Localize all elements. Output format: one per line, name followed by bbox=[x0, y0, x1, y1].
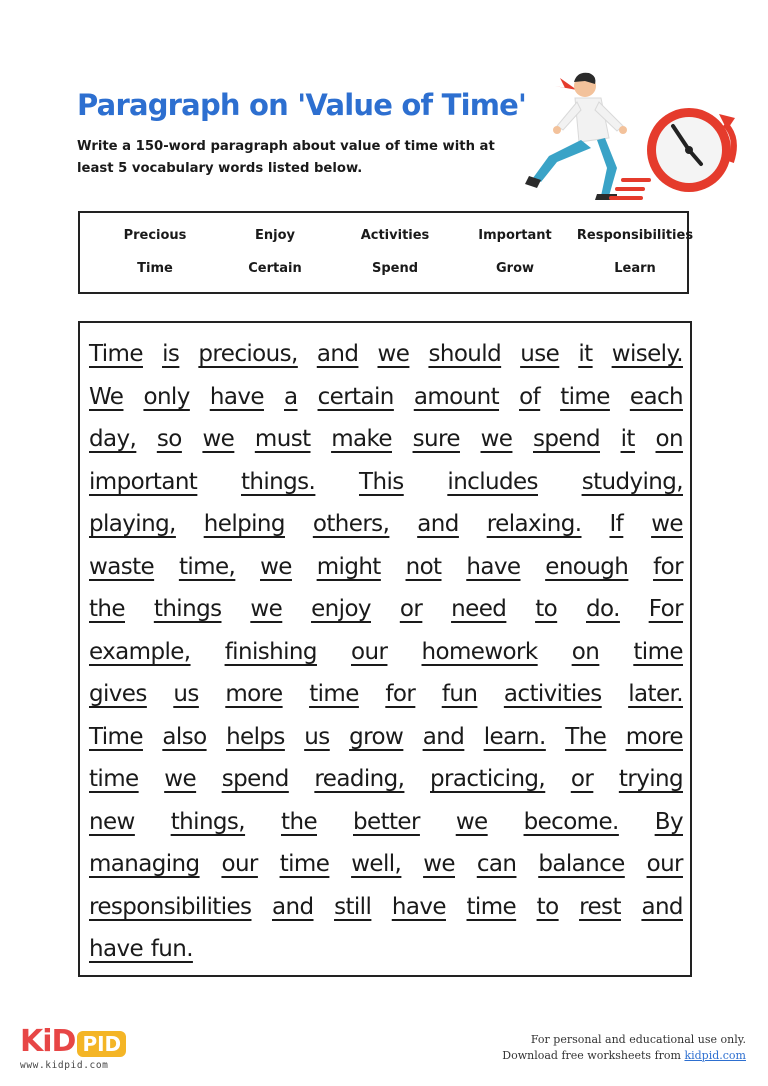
paragraph-line: managing our time well, we can balance our bbox=[89, 851, 683, 877]
paragraph-line: waste time, we might not have enough for bbox=[89, 553, 683, 580]
vocab-word: Certain bbox=[248, 261, 302, 276]
paragraph-box bbox=[78, 321, 692, 977]
vocab-word: Important bbox=[478, 228, 552, 243]
paragraph-line: gives us more time for fun activities later. bbox=[89, 681, 683, 707]
kidpid-logo bbox=[20, 1024, 126, 1071]
instructions-text: Write a 150-word paragraph about value of time with at least 5 vocabulary words listed below. bbox=[77, 139, 495, 176]
paragraph-line: Time also helps us grow and learn. The more bbox=[89, 723, 683, 750]
paragraph-line: important things. This includes studying, bbox=[89, 468, 683, 495]
paragraph-line: new things, the better we become. By bbox=[89, 808, 683, 835]
running-man-icon bbox=[525, 73, 651, 200]
vocab-word: Grow bbox=[495, 261, 535, 276]
vocab-word: Spend bbox=[371, 261, 419, 276]
paragraph-line: We only have a certain amount of time each bbox=[89, 383, 683, 410]
vocab-word: Responsibilities bbox=[576, 228, 694, 243]
logo-kid-text: KiD bbox=[20, 1024, 76, 1059]
paragraph-line: responsibilities and still have time to rest and bbox=[89, 893, 683, 920]
paragraph-line: Time is precious, and we should use it wisely. bbox=[89, 341, 683, 367]
footer-note bbox=[502, 1032, 746, 1064]
paragraph-line: example, finishing our homework on time bbox=[89, 638, 683, 665]
vocab-word: Activities bbox=[360, 228, 430, 243]
vocab-word: Time bbox=[137, 261, 173, 276]
paragraph-line: playing, helping others, and relaxing. If we bbox=[89, 511, 683, 537]
paragraph-line: time we spend reading, practicing, or trying bbox=[89, 766, 683, 792]
paragraph-line: day, so we must make sure we spend it on bbox=[89, 426, 683, 452]
footer-note-line2 bbox=[502, 1048, 746, 1064]
running-man-clock-illustration bbox=[505, 68, 745, 203]
paragraph-line: have fun. bbox=[89, 936, 193, 962]
footer-link[interactable]: kidpid.com bbox=[684, 1049, 746, 1062]
logo-pid-text: PID bbox=[77, 1031, 126, 1057]
paragraph-text bbox=[89, 333, 683, 971]
vocab-word: Precious bbox=[123, 228, 187, 243]
clock-icon bbox=[647, 108, 735, 192]
logo-url: www.kidpid.com bbox=[20, 1060, 109, 1071]
vocabulary-grid bbox=[95, 227, 695, 277]
footer-note-prefix: Download free worksheets from bbox=[502, 1049, 685, 1062]
page-title: Paragraph on 'Value of Time' bbox=[77, 88, 527, 122]
vocabulary-box bbox=[78, 211, 694, 294]
paragraph-line: the things we enjoy or need to do. For bbox=[89, 596, 683, 622]
vocab-word: Enjoy bbox=[255, 228, 295, 243]
vocab-word: Learn bbox=[614, 261, 656, 276]
footer-note-line1: For personal and educational use only. bbox=[530, 1033, 746, 1046]
